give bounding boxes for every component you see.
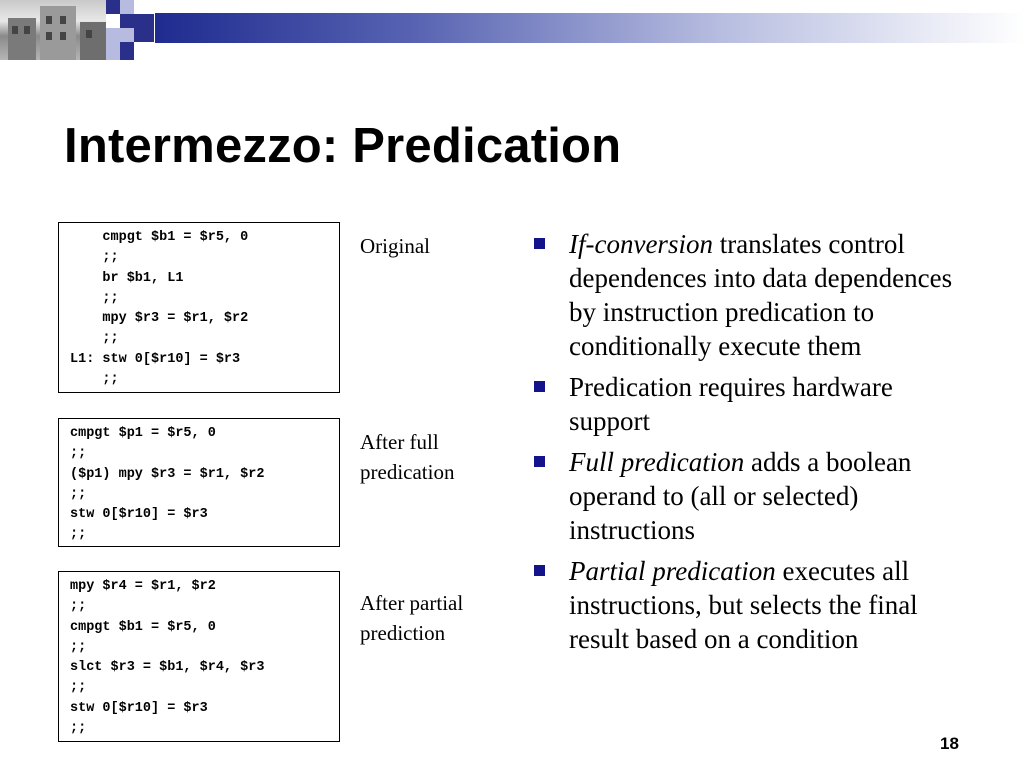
code-line: cmpgt $b1 = $r5, 0 [70, 619, 216, 635]
decor-square [106, 28, 120, 42]
square-bullet-icon [534, 565, 545, 576]
square-bullet-icon [534, 238, 545, 249]
decor-square [120, 14, 134, 28]
code-line: ;; [70, 331, 119, 347]
decor-square [106, 0, 120, 14]
code-line: ;; [70, 446, 87, 462]
code-line: ;; [70, 250, 119, 266]
header-decoration [0, 0, 1024, 62]
code-block-partial-prediction [58, 571, 340, 742]
header-gradient-bar [155, 13, 1024, 43]
caption-line: Original [360, 234, 430, 258]
caption-line: predication [360, 460, 455, 484]
page-number: 18 [940, 734, 959, 753]
decor-square [134, 0, 154, 14]
slide-title: Intermezzo: Predication [64, 119, 622, 173]
bullet-text [569, 554, 974, 656]
code-line: ;; [70, 721, 87, 737]
caption-original [360, 231, 430, 261]
code-line: cmpgt $p1 = $r5, 0 [70, 426, 216, 441]
bullet-emphasis: Full predication [569, 447, 745, 477]
bullet-text [569, 227, 974, 363]
bullet-body: translates control dependences into data dependences by instruction predication to conditionally execute them [569, 229, 953, 361]
building-photo [0, 0, 106, 60]
decor-square [120, 42, 134, 60]
code-line: mpy $r3 = $r1, $r2 [70, 311, 249, 327]
decor-square [120, 28, 134, 42]
code-line: ;; [70, 680, 87, 696]
bullet-emphasis: If-conversion [569, 229, 713, 259]
code-line: br $b1, L1 [70, 270, 184, 286]
bullet-list [534, 227, 974, 663]
decor-square [120, 0, 134, 14]
code-line: ;; [70, 486, 87, 502]
code-block-full-predication [58, 418, 340, 547]
code-line: slct $r3 = $b1, $r4, $r3 [70, 660, 265, 676]
code-line: ;; [70, 372, 119, 388]
square-bullet-icon [534, 381, 545, 392]
decor-square [106, 42, 120, 60]
bullet-item [534, 227, 974, 363]
caption-full-predication [360, 427, 454, 487]
code-line: ($p1) mpy $r3 = $r1, $r2 [70, 466, 265, 482]
bullet-item [534, 370, 974, 438]
code-block-original [58, 222, 340, 393]
code-line: ;; [70, 527, 87, 543]
decor-square [134, 14, 154, 42]
code-line: cmpgt $b1 = $r5, 0 [70, 230, 249, 245]
caption-line: After full [360, 430, 439, 454]
bullet-text [569, 370, 974, 438]
bullet-text [569, 445, 974, 547]
bullet-emphasis: Partial predication [569, 556, 776, 586]
code-line: stw 0[$r10] = $r3 [70, 700, 208, 716]
code-line: ;; [70, 639, 87, 655]
code-line: ;; [70, 599, 87, 615]
bullet-body: Predication requires hardware support [569, 372, 893, 436]
code-line: L1: stw 0[$r10] = $r3 [70, 351, 241, 367]
bullet-item [534, 445, 974, 547]
square-bullet-icon [534, 456, 545, 467]
bullet-body: executes all instructions, but selects the final result based on a condition [569, 556, 918, 654]
bullet-item [534, 554, 974, 656]
caption-line: prediction [360, 621, 446, 645]
code-line: mpy $r4 = $r1, $r2 [70, 579, 216, 594]
code-line: stw 0[$r10] = $r3 [70, 507, 208, 523]
code-line: ;; [70, 290, 119, 306]
bullet-body: adds a boolean operand to (all or selected) instructions [569, 447, 912, 545]
caption-line: After partial [360, 591, 464, 615]
caption-partial-prediction [360, 588, 463, 648]
